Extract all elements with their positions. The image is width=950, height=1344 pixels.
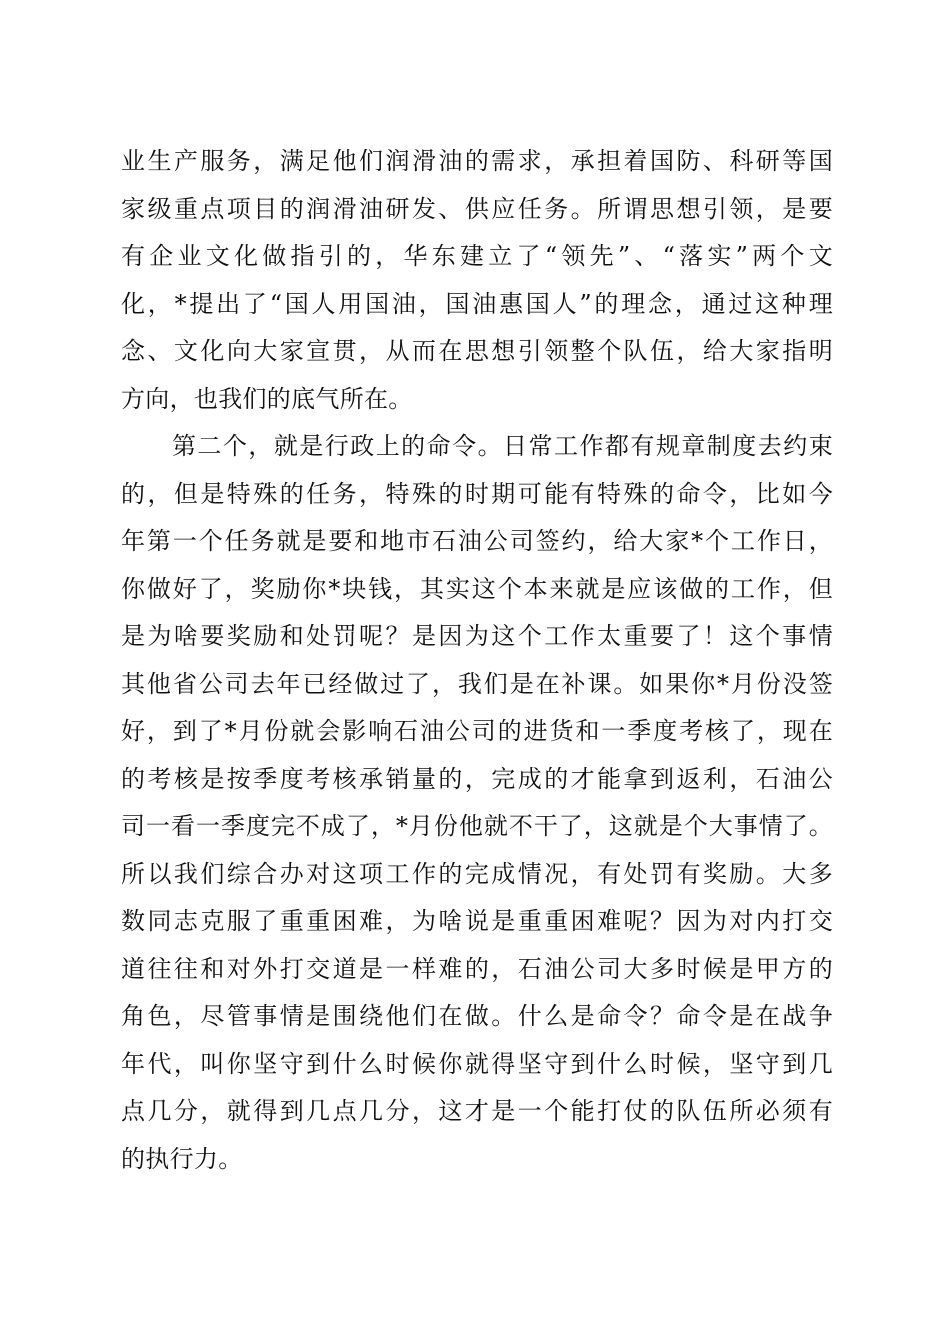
text-line: 是为啥要奖励和处罚呢？是因为这个工作太重要了！这个事情: [121, 622, 833, 650]
text-line: 第二个，就是行政上的命令。日常工作都有规章制度去约束: [121, 432, 833, 460]
text-line: 方向，也我们的底气所在。: [121, 384, 413, 413]
text-line: 有企业文化做指引的，华东建立了“领先”、“落实”两个文: [121, 242, 833, 270]
text-line: 的考核是按季度考核承销量的，完成的才能拿到返利，石油公: [121, 764, 833, 793]
text-line: 点几分，就得到几点几分，这才是一个能打仗的队伍所必须有: [121, 1097, 833, 1125]
text-line: 化，*提出了“国人用国油，国油惠国人”的理念，通过这种理: [121, 289, 833, 318]
paragraph-1: [121, 138, 833, 423]
text-line: 司一看一季度完不成了，*月份他就不干了，这就是个大事情了。: [121, 812, 833, 840]
text-line: 的，但是特殊的任务，特殊的时期可能有特殊的命令，比如今: [121, 479, 833, 508]
text-line: 的执行力。: [121, 1144, 243, 1173]
text-line: 其他省公司去年已经做过了，我们是在补课。如果你*月份没签: [121, 669, 833, 698]
text-line: 念、文化向大家宣贯，从而在思想引领整个队伍，给大家指明: [121, 337, 833, 365]
paragraph-2: [121, 423, 833, 1183]
text-line: 年代，叫你坚守到什么时候你就得坚守到什么时候，坚守到几: [121, 1049, 833, 1078]
text-line: 你做好了，奖励你*块钱，其实这个本来就是应该做的工作，但: [121, 574, 833, 603]
text-line: 年第一个任务就是要和地市石油公司签约，给大家*个工作日，: [121, 527, 833, 555]
text-line: 好，到了*月份就会影响石油公司的进货和一季度考核了，现在: [121, 717, 833, 745]
text-line: 数同志克服了重重困难，为啥说是重重困难呢？因为对内打交: [121, 907, 833, 935]
body-text: [121, 138, 833, 1183]
text-line: 道往往和对外打交道是一样难的，石油公司大多时候是甲方的: [121, 954, 833, 983]
text-line: 角色，尽管事情是围绕他们在做。什么是命令？命令是在战争: [121, 1002, 833, 1030]
text-line: 所以我们综合办对这项工作的完成情况，有处罚有奖励。大多: [121, 859, 833, 888]
text-line: 家级重点项目的润滑油研发、供应任务。所谓思想引领，是要: [121, 194, 833, 223]
text-line: 业生产服务，满足他们润滑油的需求，承担着国防、科研等国: [121, 147, 833, 175]
